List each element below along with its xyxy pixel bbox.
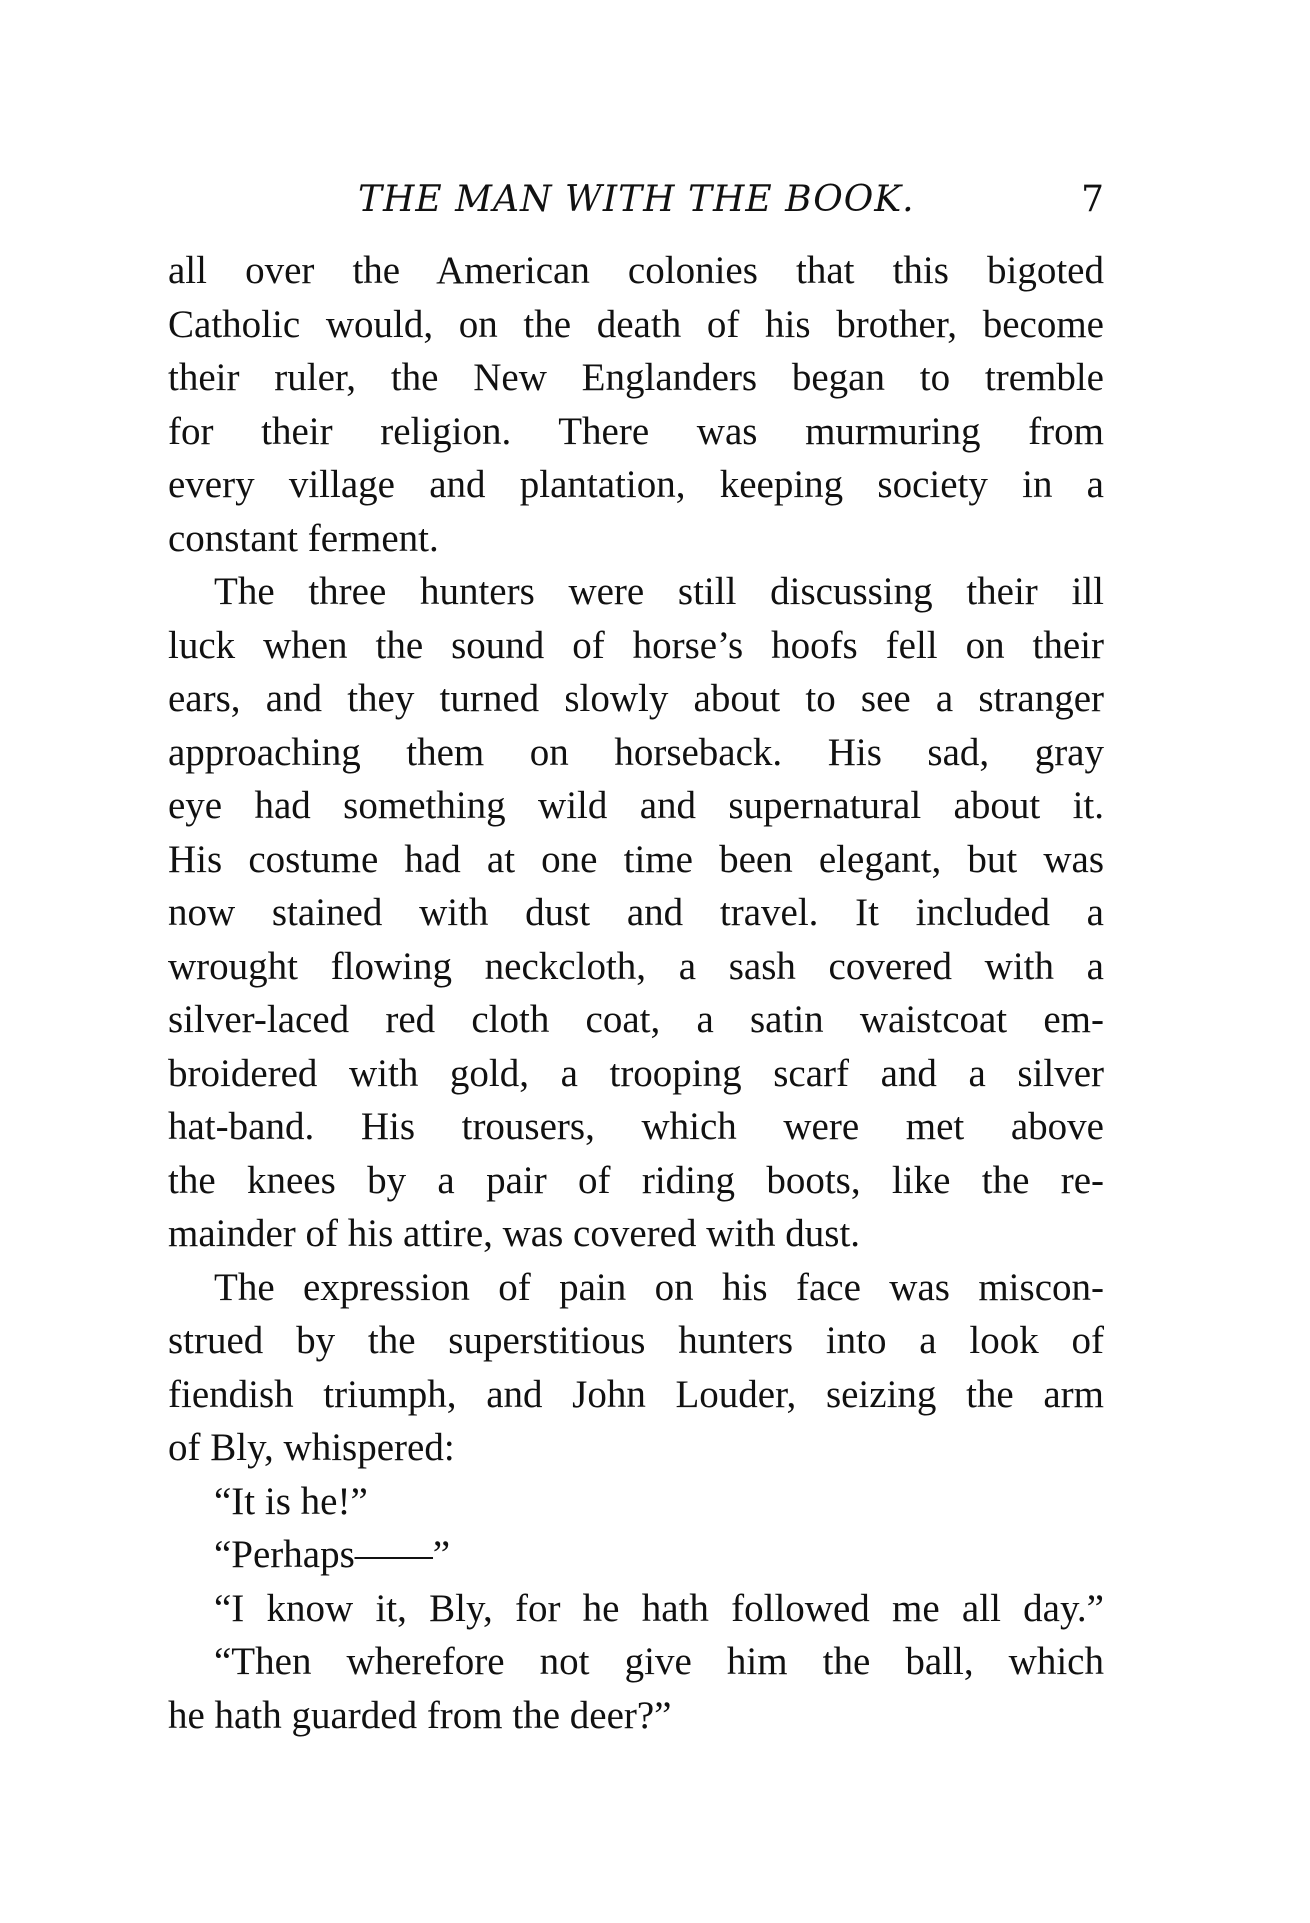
text-line: ears, and they turned slowly about to see a stranger (168, 677, 1104, 720)
paragraph (168, 1582, 1104, 1636)
text-line: approaching them on horseback. His sad, gray (168, 730, 1104, 774)
text-line: “It is he!” (214, 1479, 368, 1523)
text-line: their ruler, the New Englanders began to tremble (168, 356, 1104, 399)
paragraph (168, 1528, 1104, 1582)
text-line: eye had something wild and supernatural about it. (168, 784, 1104, 827)
text-line: His costume had at one time been elegant, but was (168, 837, 1104, 881)
paragraph (168, 565, 1104, 1261)
text-line: for their religion. There was murmuring from (168, 409, 1104, 453)
text-line: the knees by a pair of riding boots, like the re- (168, 1158, 1104, 1202)
text-line: “Then wherefore not give him the ball, which (214, 1640, 1104, 1683)
paragraph (168, 1261, 1104, 1475)
text-line: The three hunters were still discussing their ill (214, 570, 1104, 613)
text-line: he hath guarded from the deer?” (168, 1693, 672, 1737)
text-line: luck when the sound of horse’s hoofs fell on their (168, 623, 1104, 667)
text-line: strued by the superstitious hunters into a look of (168, 1319, 1104, 1362)
paragraph (168, 1475, 1104, 1529)
text-line: silver-laced red cloth coat, a satin waistcoat em- (168, 998, 1104, 1041)
text-line: constant ferment. (168, 516, 439, 560)
body-text (168, 244, 1104, 1742)
paragraph (168, 1635, 1104, 1742)
page-number: 7 (1081, 179, 1104, 220)
text-line: every village and plantation, keeping society in a (168, 463, 1104, 506)
text-line: hat-band. His trousers, which were met above (168, 1105, 1104, 1148)
text-line: “Perhaps——” (214, 1533, 451, 1576)
text-line: broidered with gold, a trooping scarf and a silver (168, 1051, 1104, 1095)
text-line: all over the American colonies that this bigoted (168, 249, 1104, 292)
running-head (168, 176, 1104, 224)
text-line: Catholic would, on the death of his brother, become (168, 302, 1104, 346)
text-line: “I know it, Bly, for he hath followed me all day.” (214, 1586, 1104, 1630)
text-line: now stained with dust and travel. It included a (168, 891, 1104, 934)
running-title: THE MAN WITH THE BOOK. (358, 179, 915, 220)
text-line: mainder of his attire, was covered with dust. (168, 1212, 861, 1255)
text-line: The expression of pain on his face was miscon- (214, 1265, 1104, 1309)
text-line: fiendish triumph, and John Louder, seizing the arm (168, 1372, 1104, 1416)
text-line: wrought flowing neckcloth, a sash covered with a (168, 944, 1104, 988)
text-line: of Bly, whispered: (168, 1426, 455, 1469)
paragraph (168, 244, 1104, 565)
